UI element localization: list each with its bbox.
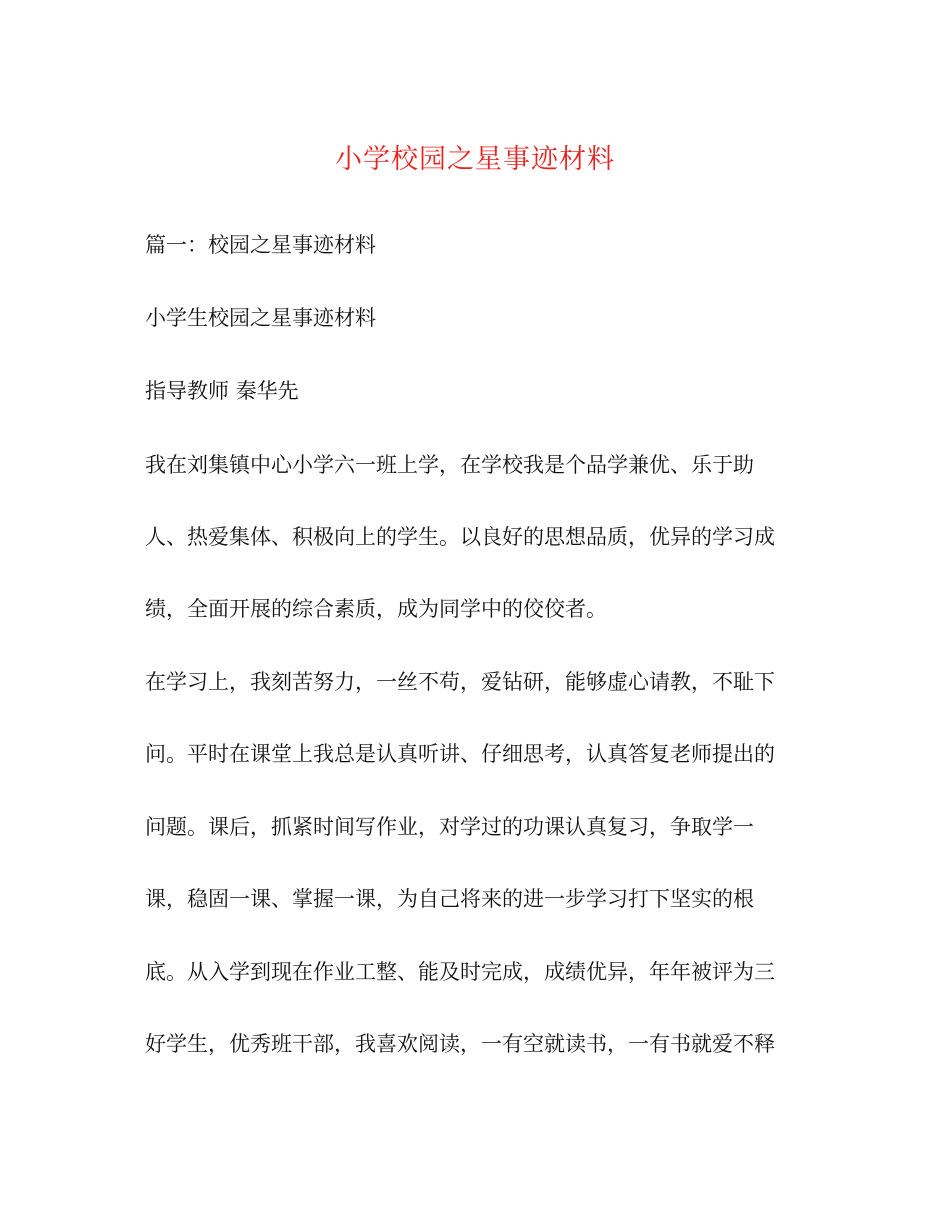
teacher-line: 指导教师 秦华先	[145, 379, 299, 403]
body-text-line: 人、热爱集体、积极向上的学生。以良好的思想品质，优异的学习成	[145, 525, 775, 549]
body-text-line: 好学生，优秀班干部，我喜欢阅读，一有空就读书，一有书就爱不释	[145, 1032, 775, 1056]
document-title: 小学校园之星事迹材料	[335, 144, 615, 175]
body-text-line: 课，稳固一课、掌握一课，为自己将来的进一步学习打下坚实的根	[145, 887, 754, 911]
body-text-line: 底。从入学到现在作业工整、能及时完成，成绩优异，年年被评为三	[145, 960, 775, 984]
body-text-line: 我在刘集镇中心小学六一班上学，在学校我是个品学兼优、乐于助	[145, 453, 754, 477]
subtitle-line: 小学生校园之星事迹材料	[145, 306, 376, 330]
body-text-line: 问。平时在课堂上我总是认真听讲、仔细思考，认真答复老师提出的	[145, 742, 775, 766]
section-heading: 篇一：校园之星事迹材料	[145, 233, 376, 257]
body-text-line: 在学习上，我刻苦努力，一丝不苟，爱钻研，能够虚心请教，不耻下	[145, 670, 775, 694]
body-text-line: 问题。课后，抓紧时间写作业，对学过的功课认真复习，争取学一	[145, 815, 754, 839]
body-text-line: 绩，全面开展的综合素质，成为同学中的佼佼者。	[145, 597, 607, 621]
